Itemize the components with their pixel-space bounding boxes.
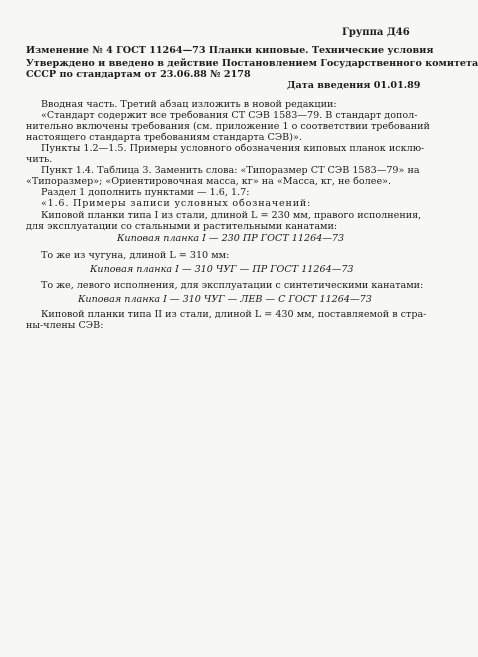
paragraph-line: Вводная часть. Третий абзац изложить в новой редакции: <box>41 99 337 110</box>
paragraph-line: То же из чугуна, длиной L = 310 мм: <box>41 250 230 261</box>
paragraph-line: То же, левого исполнения, для эксплуатации с синтетическими канатами: <box>41 280 424 291</box>
paragraph-line: чить. <box>26 154 53 165</box>
paragraph-line: «Типоразмер»; «Ориентировочная масса, кг» на «Масса, кг, не более». <box>26 176 392 187</box>
group-label: Группа Д46 <box>342 27 410 38</box>
designation-example: Киповая планка I — 310 ЧУГ — ЛЕВ — С ГОСТ 11264—73 <box>78 294 372 305</box>
paragraph-line: Киповой планки типа II из стали, длиной L = 430 мм, поставляемой в стра- <box>41 309 427 320</box>
paragraph-line: Пункт 1.4. Таблица 3. Заменить слова: «Типоразмер СТ СЭВ 1583—79» на <box>41 165 420 176</box>
effective-date: Дата введения 01.01.89 <box>287 80 421 91</box>
designation-example: Киповая планка I — 310 ЧУГ — ПР ГОСТ 11264—73 <box>90 264 354 275</box>
paragraph-line: Киповой планки типа I из стали, длиной L = 230 мм, правого исполнения, <box>41 210 422 221</box>
header-approval-line-2: СССР по стандартам от 23.06.88 № 2178 <box>26 69 251 80</box>
designation-example: Киповая планка I — 230 ПР ГОСТ 11264—73 <box>117 233 345 244</box>
paragraph-line: для эксплуатации со стальными и растительными канатами: <box>26 221 338 232</box>
header-approval-line: Утверждено и введено в действие Постановлением Государственного комитета <box>26 58 478 69</box>
paragraph-line: нительно включены требования (см. приложение 1 о соответствии требований <box>26 121 430 132</box>
paragraph-line: Пункты 1.2—1.5. Примеры условного обозначения киповых планок исклю- <box>41 143 425 154</box>
paragraph-line: Раздел 1 дополнить пунктами — 1.6, 1.7: <box>41 187 250 198</box>
header-amendment-title: Изменение № 4 ГОСТ 11264—73 Планки киповые. Технические условия <box>26 45 434 56</box>
examples-heading: «1.6. Примеры записи условных обозначений: <box>41 198 312 209</box>
paragraph-line: настоящего стандарта требованиям стандарта СЭВ)». <box>26 132 302 143</box>
paragraph-line: ны-члены СЭВ: <box>26 320 104 331</box>
paragraph-line: «Стандарт содержит все требования СТ СЭВ 1583—79. В стандарт допол- <box>41 110 418 121</box>
